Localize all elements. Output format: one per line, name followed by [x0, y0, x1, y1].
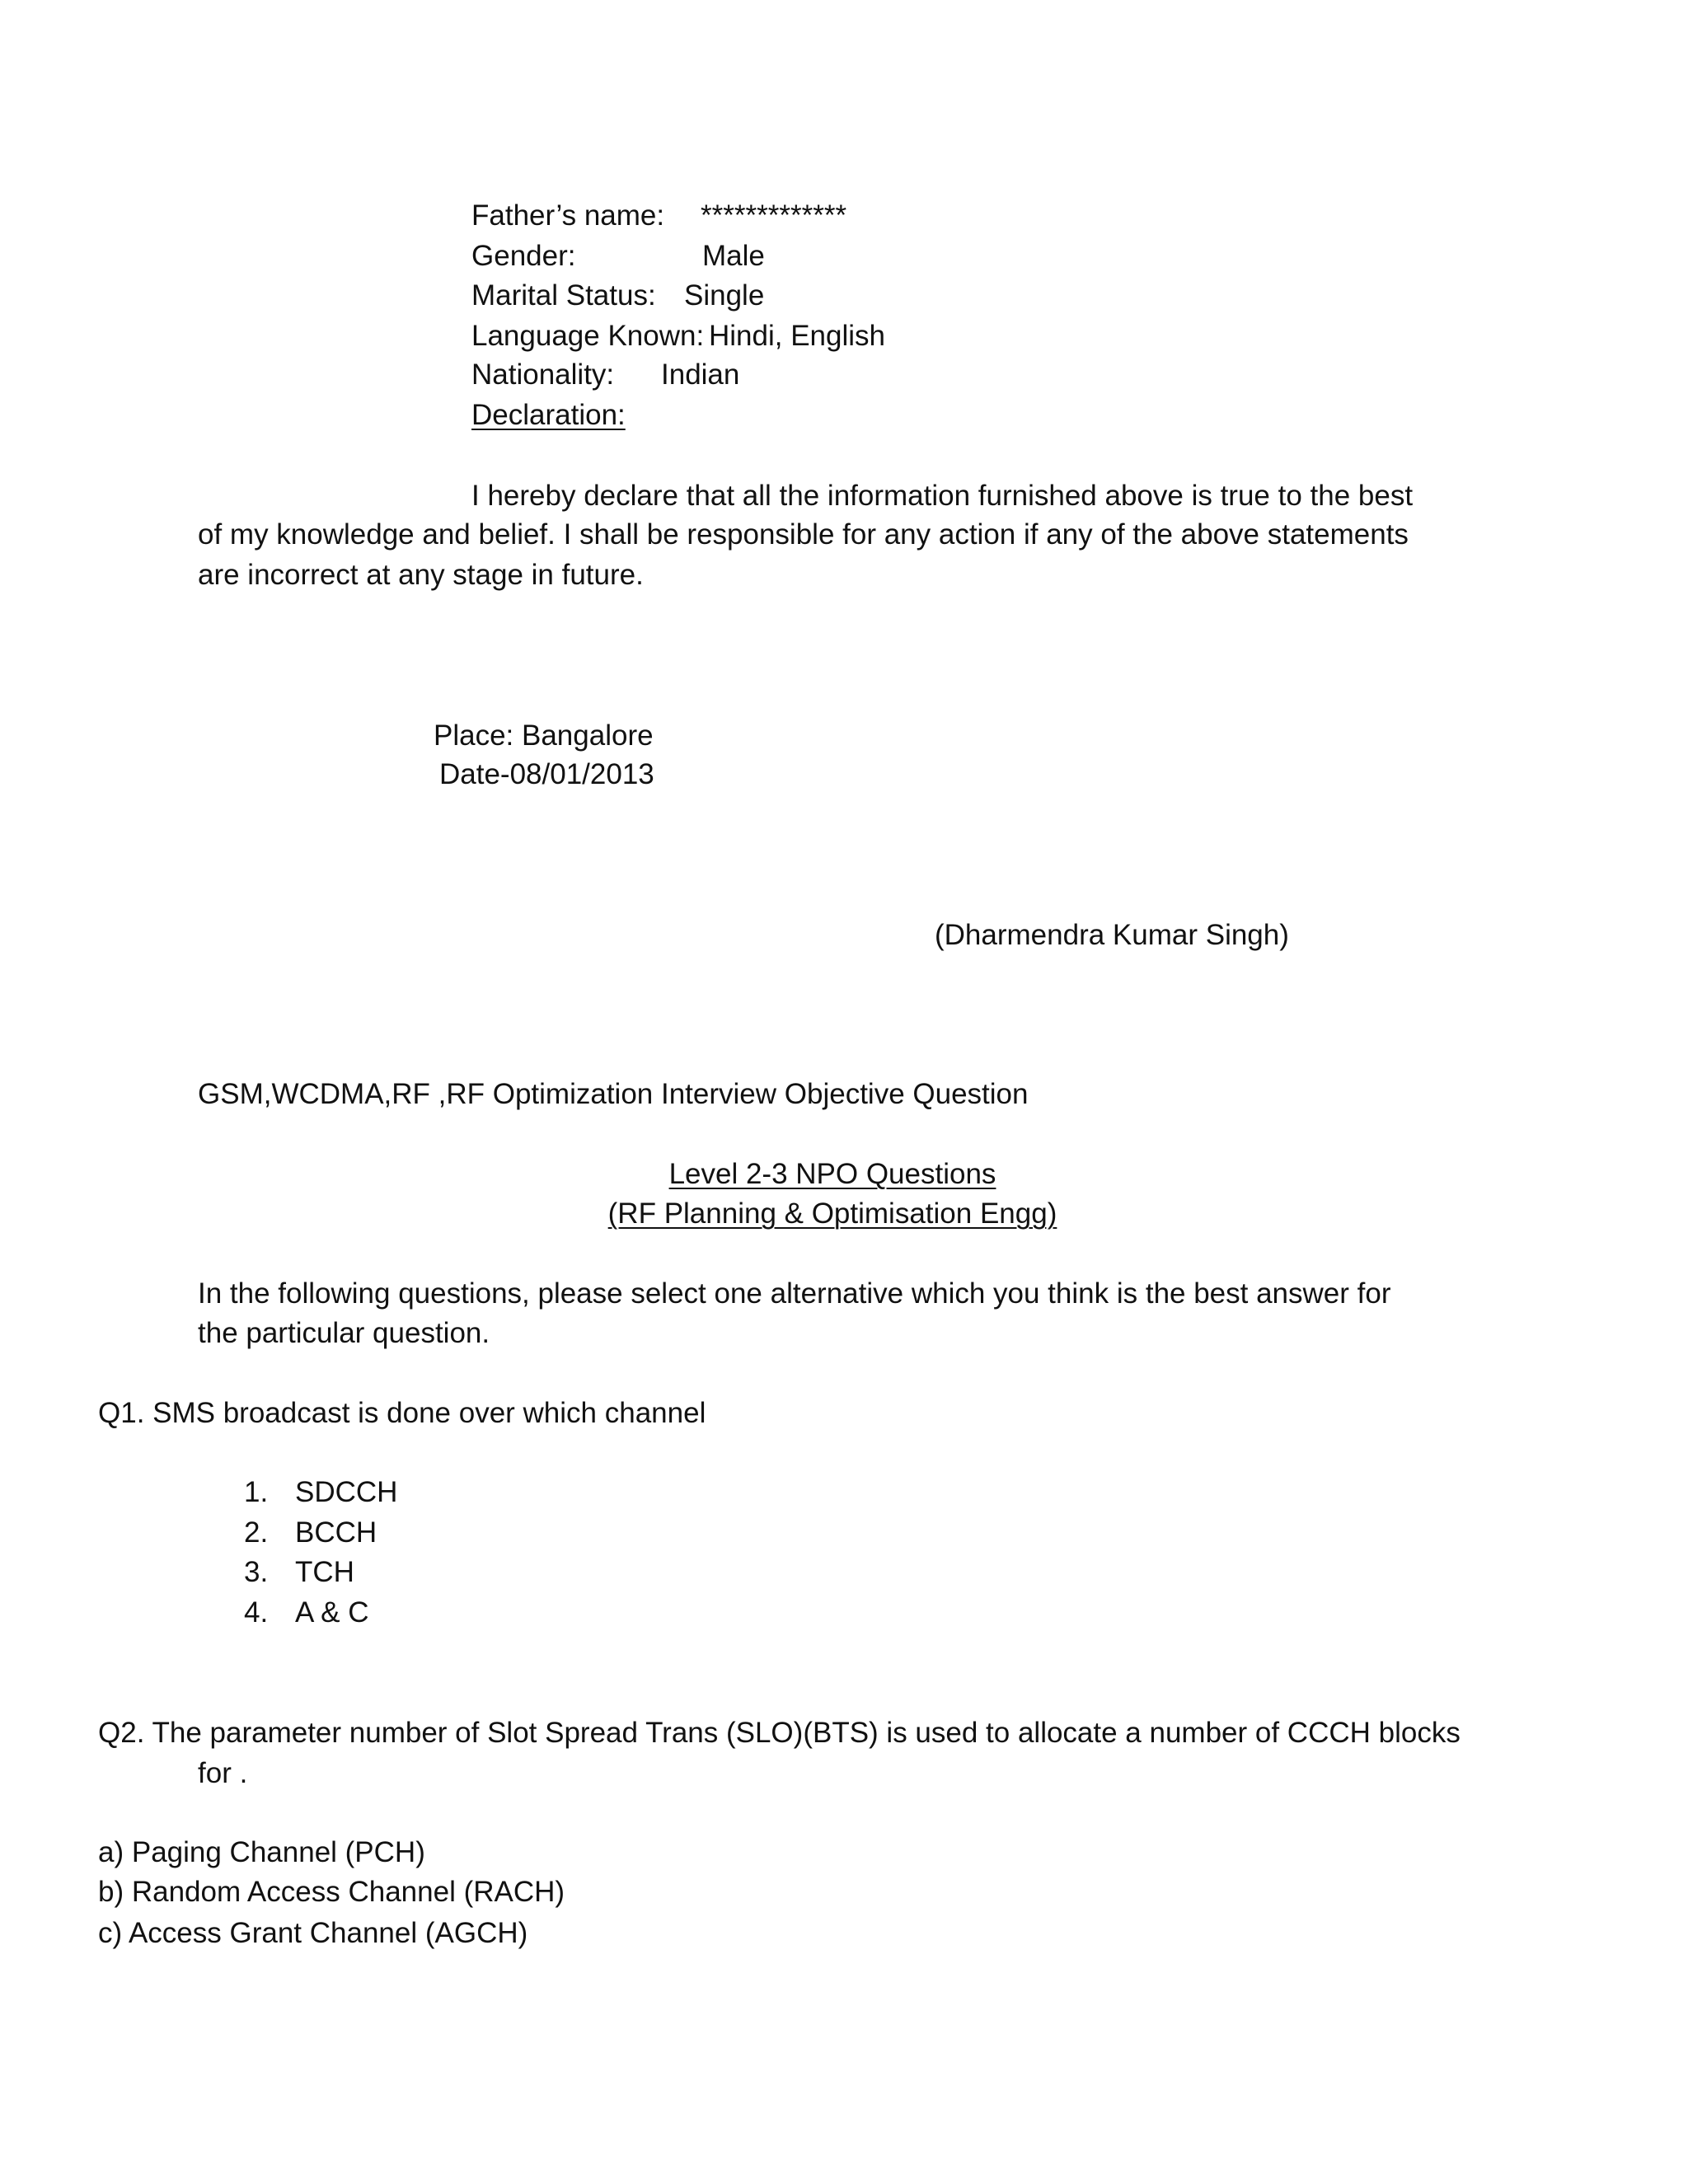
nationality-value: Indian: [661, 359, 740, 391]
declaration-heading: Declaration:: [471, 399, 626, 431]
place-text: Place: Bangalore: [434, 719, 654, 752]
question-1-option: [244, 1593, 368, 1633]
question-1-option: [244, 1473, 397, 1512]
question-2-text-line-1: Q2. The parameter number of Slot Spread Trans (SLO)(BTS) is used to allocate a number of CCCH blocks: [98, 1717, 1461, 1749]
gender-label: Gender:: [471, 240, 576, 272]
language-value: Hindi, English: [709, 320, 885, 352]
option-text: BCCH: [295, 1516, 377, 1549]
level-heading: Level 2-3 NPO Questions: [668, 1158, 996, 1190]
marital-status-label: Marital Status:: [471, 279, 656, 312]
fathers-name-row: [471, 196, 846, 236]
date-text: Date-08/01/2013: [439, 758, 654, 790]
question-2-option: c) Access Grant Channel (AGCH): [98, 1917, 528, 1949]
rf-planning-heading: (RF Planning & Optimisation Engg): [607, 1197, 1057, 1230]
question-2-text-line-2: for .: [198, 1757, 248, 1789]
option-number: 1.: [244, 1476, 269, 1508]
language-label: Language Known:: [471, 320, 705, 352]
fathers-name-label: Father’s name:: [471, 199, 665, 232]
declaration-line-2: of my knowledge and belief. I shall be responsible for any action if any of the above statements: [198, 518, 1409, 551]
declaration-line-1: I hereby declare that all the information furnished above is true to the best: [471, 480, 1414, 512]
option-number: 3.: [244, 1556, 269, 1588]
gender-row: [471, 237, 765, 276]
language-row: [471, 316, 885, 356]
question-2-option: a) Paging Channel (PCH): [98, 1836, 425, 1868]
question-1-text: Q1. SMS broadcast is done over which channel: [98, 1397, 706, 1429]
option-text: TCH: [295, 1556, 354, 1588]
option-number: 4.: [244, 1596, 269, 1629]
fathers-name-value: *************: [701, 199, 847, 232]
signature-name: (Dharmendra Kumar Singh): [935, 919, 1289, 951]
declaration-line-3: are incorrect at any stage in future.: [198, 559, 644, 591]
option-text: SDCCH: [295, 1476, 398, 1508]
marital-status-row: [471, 276, 764, 316]
option-text: A & C: [295, 1596, 369, 1629]
nationality-label: Nationality:: [471, 359, 615, 391]
quiz-title: GSM,WCDMA,RF ,RF Optimization Interview Objective Question: [198, 1078, 1029, 1110]
marital-status-value: Single: [684, 279, 765, 312]
question-2-option: b) Random Access Channel (RACH): [98, 1876, 565, 1908]
question-1-option: [244, 1553, 354, 1592]
nationality-row: [471, 355, 739, 395]
instructions-line-1: In the following questions, please select one alternative which you think is the best answer for: [198, 1277, 1391, 1310]
gender-value: Male: [702, 240, 765, 272]
option-number: 2.: [244, 1516, 269, 1549]
question-1-option: [244, 1513, 377, 1553]
instructions-line-2: the particular question.: [198, 1317, 490, 1349]
